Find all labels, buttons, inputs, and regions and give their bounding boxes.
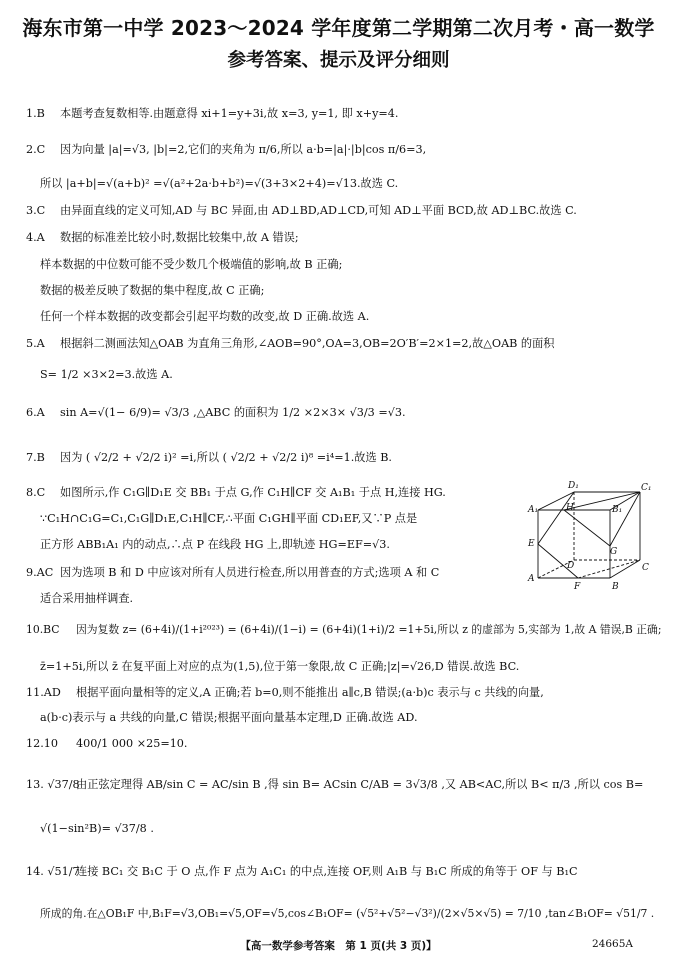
answer-text: 由异面直线的定义可知,AD 与 BC 异面,由 AD⊥BD,AD⊥CD,可知 AD⊥平面 BCD,故 AD⊥BC.故选 C.: [60, 204, 577, 217]
figure-vertex-label: A: [528, 574, 535, 584]
footer-page-info: 【高一数学参考答案 第 1 页(共 3 页)】: [240, 940, 437, 952]
figure-vertex-label: D: [567, 561, 575, 571]
answer-line: [40, 310, 369, 324]
fig-edge: [564, 510, 610, 546]
answer-text: √(1−sin²B)= √37/8 .: [40, 822, 154, 835]
answer-text: 因为选项 B 和 D 中应该对所有人员进行检查,所以用普查的方式;选项 A 和 C: [60, 566, 440, 579]
answer-line: [26, 737, 187, 751]
footer-code: 24665A: [592, 938, 633, 950]
fig-edge: [538, 492, 574, 544]
answer-line: [26, 451, 392, 465]
answer-text: 400/1 000 ×25=10.: [76, 737, 188, 750]
figure-vertex-label: F: [574, 582, 581, 592]
answer-line: [40, 711, 418, 725]
fig-edge-hidden: [578, 560, 640, 578]
answer-text: 数据的极差反映了数据的集中程度,故 C 正确;: [40, 284, 265, 297]
answer-text: 所成的角.在△OB₁F 中,B₁F=√3,OB₁=√5,OF=√5,cos∠B₁OF= (√5²+√5²−√3²)/(2×√5×√5) = 7/10 ,tan∠B₁OF= √51/7 .: [40, 907, 655, 920]
figure-vertex-label: G: [610, 547, 618, 557]
answer-text: ∵C₁H∩C₁G=C₁,C₁G∥D₁E,C₁H∥CF,∴平面 C₁GH∥平面 CD₁EF,又∵P 点是: [40, 512, 418, 525]
answer-line: [40, 660, 519, 674]
answer-text: a(b·c)表示与 a 共线的向量,C 错误;根据平面向量基本定理,D 正确.故选 AD.: [40, 711, 418, 724]
answer-line: [26, 623, 662, 637]
answer-number: 4.A: [26, 231, 45, 244]
answer-line: [26, 231, 299, 245]
answer-text: 任何一个样本数据的改变都会引起平均数的改变,故 D 正确.故选 A.: [40, 310, 370, 323]
answer-text: S= 1/2 ×3×2=3.故选 A.: [40, 368, 173, 381]
answer-number: 1.B: [26, 107, 45, 120]
page-title: 海东市第一中学 2023～2024 学年度第二学期第二次月考・高一数学: [22, 16, 655, 40]
answer-text: 因为向量 |a|=√3, |b|=2,它们的夹角为 π/6,所以 a·b=|a|·|b|cos π/6=3,: [60, 143, 427, 156]
answer-text: 数据的标准差比较小时,数据比较集中,故 A 错误;: [60, 231, 299, 244]
answer-text: 因为 ( √2/2 + √2/2 i)² =i,所以 ( √2/2 + √2/2 i)⁸ =i⁴=1.故选 B.: [60, 451, 392, 464]
figure-vertex-label: C₁: [641, 483, 652, 493]
answer-line: [40, 822, 154, 836]
answer-line: [40, 284, 264, 298]
answer-text: 样本数据的中位数可能不受少数几个极端值的影响,故 B 正确;: [40, 258, 343, 271]
answer-line: [40, 368, 173, 382]
answer-line: [40, 592, 133, 606]
answer-number: 14. √51/7: [26, 865, 80, 878]
answer-number: 12.10: [26, 737, 59, 750]
fig-edge: [564, 492, 640, 510]
answer-text: 本题考查复数相等.由题意得 xi+1=y+3i,故 x=3, y=1, 即 x+y=4.: [60, 107, 399, 120]
answer-line: [26, 143, 426, 157]
answer-text: 根据平面向量相等的定义,A 正确;若 b=0,则不能推出 a∥c,B 错误;(a·b)c 表示与 c 共线的向量,: [76, 686, 544, 699]
answer-line: [26, 486, 446, 500]
page-subtitle: 参考答案、提示及评分细则: [227, 50, 450, 71]
answer-text: 适合采用抽样调查.: [40, 592, 134, 605]
figure-vertex-label: H: [566, 503, 574, 513]
answer-number: 6.A: [26, 406, 45, 419]
answer-text: 根据斜二测画法知△OAB 为直角三角形,∠AOB=90°,OA=3,OB=2O′B′=2×1=2,故△OAB 的面积: [60, 337, 555, 350]
figure-vertex-label: C: [642, 563, 649, 573]
answer-number: 10.BC: [26, 623, 60, 636]
answer-line: [26, 204, 577, 218]
answer-line: [26, 865, 578, 879]
answer-text: sin A=√(1− 6/9)= √3/3 ,△ABC 的面积为 1/2 ×2×3× √3/3 =√3.: [60, 406, 406, 419]
answer-text: 如图所示,作 C₁G∥D₁E 交 BB₁ 于点 G,作 C₁H∥CF 交 A₁B₁ 于点 H,连接 HG.: [60, 486, 446, 499]
answer-number: 13. √37/8: [26, 778, 80, 791]
answer-text: 由正弦定理得 AB/sin C = AC/sin B ,得 sin B= ACsin C/AB = 3√3/8 ,又 AB<AC,所以 B< π/3 ,所以 cos B=: [76, 778, 644, 791]
answer-line: [40, 177, 398, 191]
figure-vertex-label: B₁: [612, 505, 623, 515]
figure-vertex-label: E: [528, 539, 535, 549]
answer-number: 5.A: [26, 337, 45, 350]
answer-line: [26, 337, 555, 351]
answer-line: [40, 512, 417, 526]
fig-edge: [610, 492, 640, 546]
answer-number: 9.AC: [26, 566, 54, 579]
figure-vertex-label: A₁: [528, 505, 539, 515]
answer-line: [40, 258, 342, 272]
answer-number: 7.B: [26, 451, 45, 464]
answer-line: [26, 686, 544, 700]
answer-line: [40, 538, 390, 552]
answer-number: 8.C: [26, 486, 46, 499]
figure-vertex-label: B: [612, 582, 619, 592]
answer-line: [26, 778, 643, 792]
geometry-figure: [528, 478, 650, 590]
answer-text: 因为复数 z= (6+4i)/(1+i²⁰²³) = (6+4i)/(1−i) = (6+4i)(1+i)/2 =1+5i,所以 z 的虚部为 5,实部为 1,故 A 错误,B 正确;: [76, 623, 662, 636]
answer-number: 2.C: [26, 143, 46, 156]
answer-line: [26, 406, 406, 420]
fig-edge: [610, 560, 640, 578]
answer-line: [26, 566, 439, 580]
answer-number: 11.AD: [26, 686, 61, 699]
answer-number: 3.C: [26, 204, 46, 217]
answer-line: [40, 907, 654, 921]
answer-text: 正方形 ABB₁A₁ 内的动点,∴点 P 在线段 HG 上,即轨迹 HG=EF=√3.: [40, 538, 390, 551]
answer-line: [26, 107, 398, 121]
answer-text: 所以 |a+b|=√(a+b)² =√(a²+2a·b+b²)=√(3+3×2+4)=√13.故选 C.: [40, 177, 399, 190]
answer-text: z̄=1+5i,所以 z̄ 在复平面上对应的点为(1,5),位于第一象限,故 C 正确;|z|=√26,D 错误.故选 BC.: [40, 660, 520, 673]
answer-text: 连接 BC₁ 交 B₁C 于 O 点,作 F 点为 A₁C₁ 的中点,连接 OF,则 A₁B 与 B₁C 所成的角等于 OF 与 B₁C: [76, 865, 578, 878]
figure-vertex-label: D₁: [568, 481, 579, 491]
